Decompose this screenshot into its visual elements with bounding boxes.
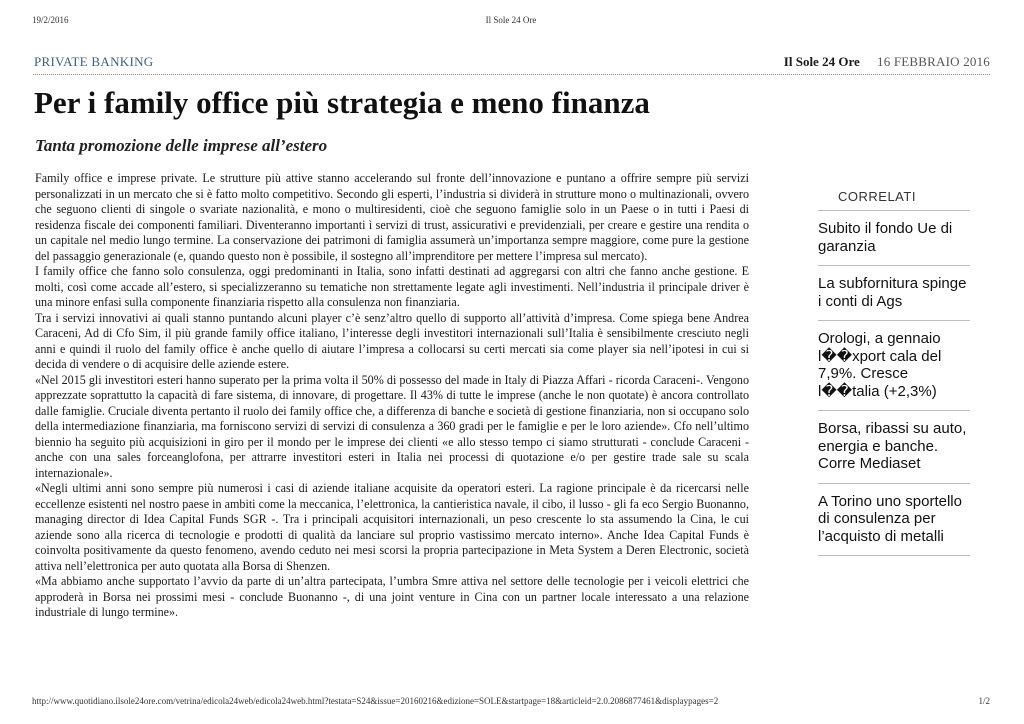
article-paragraph: «Ma abbiamo anche supportato l’avvio da parte di un’altra partecipata, l’umbra Smre attiva nel settore delle tecnologie per i veicoli elettrici che approderà in Borsa nei prossimi mesi - conclude Buonanno -, di una joint venture in Cina con un partner locale interessato a una relazione industriale di lungo termine». [35, 574, 749, 619]
masthead-right [784, 54, 990, 70]
print-title: Il Sole 24 Ore [485, 15, 537, 25]
related-list [818, 210, 970, 556]
article-paragraph: «Negli ultimi anni sono sempre più numerosi i casi di aziende italiane acquisite da operatori esteri. La ragione principale è da ricercarsi nelle eccellenze esistenti nel nostro paese in ambiti come la meccanica, l’elettronica, la cantieristica navale, il cibo, il lusso - gli fa eco Sergio Buonanno, managing director di Idea Capital Funds SGR -. Tra i principali acquisitori internazionali, un peso crescente lo sta assumendo la Cina, le cui aziende sono alla ricerca di tecnologie e prodotti di qualità da lanciare sul proprio vastissimo mercato interno». Anche Idea Capital Funds è coinvolta positivamente da questo fenomeno, avendo ceduto nei mesi scorsi la propria partecipazione in Meta System a Deren Electronic, società attiva nell’elettronica per auto quotata alla Borsa di Shenzen. [35, 481, 749, 573]
related-label: CORRELATI [838, 189, 916, 204]
related-link[interactable]: Orologi, a gennaio l��xport cala del 7,9%. Cresce l��talia (+2,3%) [818, 321, 970, 411]
related-link[interactable]: La subfornitura spinge i conti di Ags [818, 266, 970, 321]
related-link[interactable]: Subito il fondo Ue di garanzia [818, 211, 970, 266]
article-paragraph: Family office e imprese private. Le strutture più attive stanno accelerando sul fronte dell’innovazione e puntano a offrire sempre più servizi personalizzati in un mercato che si è fatto molto competitivo. Secondo gli esperti, l’industria si dividerà in strutture mono o multinazionali, ovvero che seguono clienti di singole o svariate nazionalità, e mono o multiresidenti, cioè che seguono famiglie solo in un Paese o in tutti i Paesi di residenza fiscale dei componenti familiari. Diventeranno importanti ì servizi di trust, assicurativi e previdenziali, per creare e gestire una rendita o un capitale nel medio lungo termine. La conservazione dei patrimoni di famiglia assumerà un’importanza sempre maggiore, come pure la gestione del passaggio generazionale (e, quando questo non è possibile, il sostegno all’imprenditore per mettere l’impresa sul mercato). [35, 171, 749, 263]
print-header [32, 15, 990, 29]
article-subheadline: Tanta promozione delle imprese all’estero [35, 136, 328, 155]
page-url: http://www.quotidiano.ilsole24ore.com/vetrina/edicola24web/edicola24web.html?testata=S24&issue=20160216&edizione=SOLE&startpage=18&articleid=2.0.2086877461&displaypages=2 [32, 696, 719, 706]
masthead [33, 52, 990, 75]
related-link[interactable]: A Torino uno sportello di consulenza per l’acquisto di metalli [818, 484, 970, 557]
paper-name: Il Sole 24 Ore [783, 54, 860, 69]
print-date: 19/2/2016 [32, 15, 69, 25]
article-paragraph: «Nel 2015 gli investitori esteri hanno superato per la prima volta il 50% di possesso del made in Italy di Piazza Affari - ricorda Caraceni-. Vengono apprezzate soprattutto la capacità di fare sistema, di innovare, di progettare. Il 43% di tutte le imprese (anche le non quotate) è ancora controllato dalle famiglie. Cruciale diventa pertanto il ruolo dei family office che, a differenza di banche e società di gestione finanziaria, non si occupano solo della intermediazione finanziaria, ma forniscono servizi di servizi di consulenza a 360 gradi per le famiglie e per le loro aziende». Cfo nell’ultimo biennio ha seguito più acquisizioni in giro per il mondo per le imprese dei clienti «e allo stesso tempo ci siamo strutturati - conclude Caraceni - anche con una sales forceanglofona, per attrarre investitori esteri in Italia nei processi di quotazione e/o per gestire trade sale su scala internazionale». [35, 372, 749, 480]
article-paragraph: Tra i servizi innovativi ai quali stanno puntando alcuni player c’è senz’altro quello di supporto all’attività d’impresa. Come spiega bene Andrea Caraceni, Ad di Cfo Sim, il più grande family office italiano, l’interesse degli investitori internazionali sull’Italia è sensibilmente cresciuto negli anni e quindi il ruolo del family office è anche quello di aiutare l’impresa a collocarsi su certi mercati sia come player sia nell’ipotesi in cui si decida di vendere o di acquisire delle aziende estere. [35, 310, 749, 371]
issue-date: 16 FEBBRAIO 2016 [877, 54, 990, 69]
article-headline: Per i family office più strategia e meno finanza [34, 85, 650, 120]
article-body [35, 171, 749, 621]
page-number: 1/2 [978, 696, 990, 706]
print-footer [32, 696, 990, 708]
article-paragraph: I family office che fanno solo consulenza, oggi predominanti in Italia, sono infatti destinati ad aggregarsi con altri che fanno anche gestione. E molti, così come accade all’estero, si specializzeranno su tematiche non strettamente legate agli investimenti. Nell’industria il principale driver è una minore enfasi sulla componente finanziaria rispetto alla consulenza non finanziaria. [35, 264, 749, 309]
section-label: PRIVATE BANKING [34, 54, 154, 69]
related-link[interactable]: Borsa, ribassi su auto, energia e banche. Corre Mediaset [818, 411, 970, 484]
related-sidebar [818, 189, 970, 556]
